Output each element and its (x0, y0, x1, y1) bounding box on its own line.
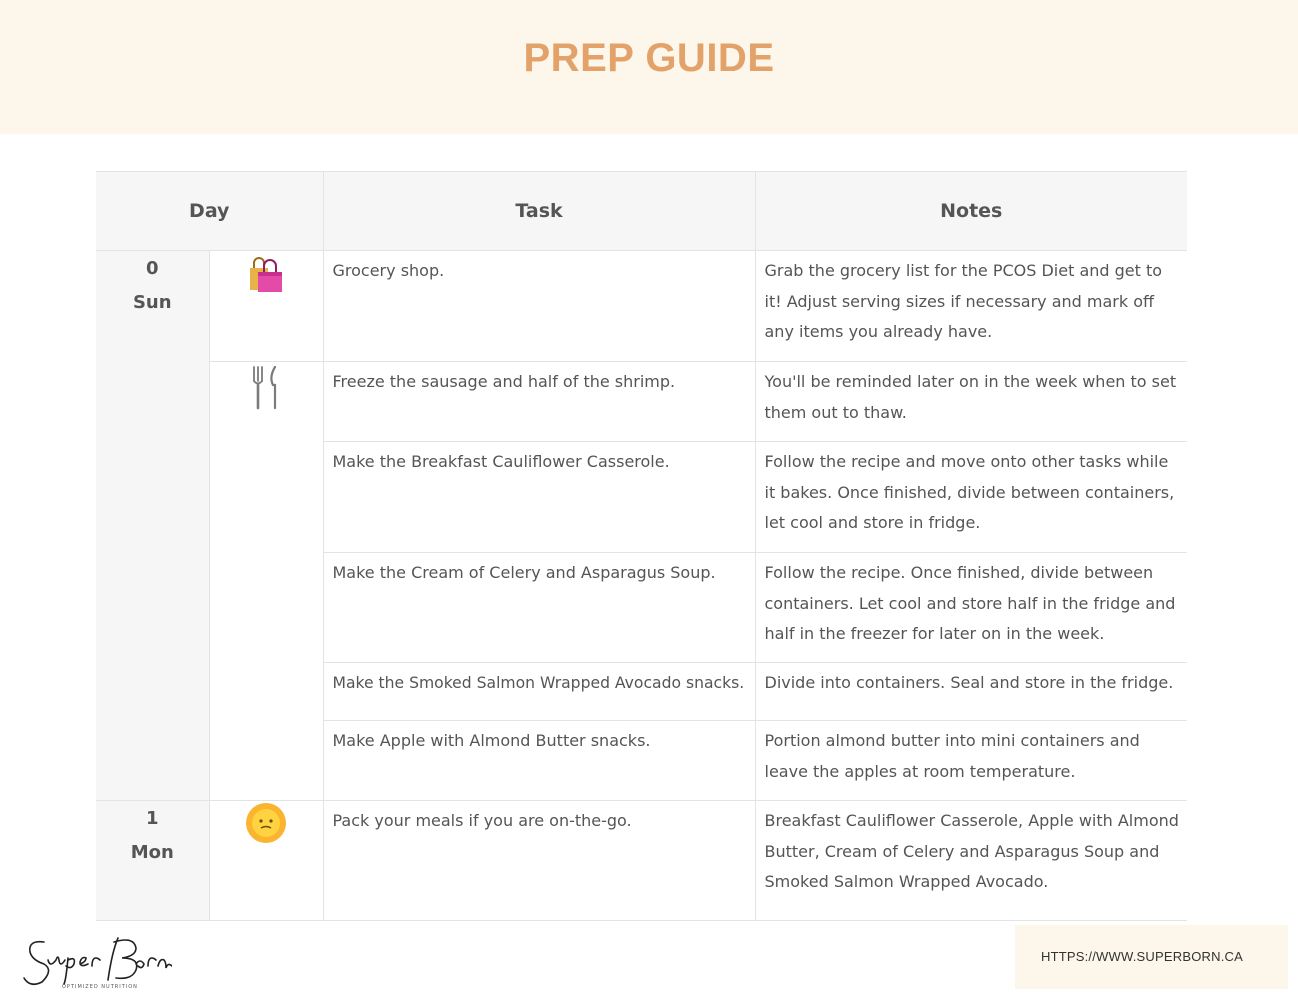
notes-cell: Follow the recipe. Once finished, divide between containers. Let cool and store half in the fridge and half in the freezer for later on in the week. (755, 553, 1187, 663)
fork-and-knife-icon (249, 363, 283, 411)
day-cell-sun (96, 251, 209, 801)
day-cell-mon (96, 801, 209, 921)
task-cell: Make the Cream of Celery and Asparagus Soup. (323, 553, 755, 663)
task-cell: Make the Breakfast Cauliflower Casserole. (323, 442, 755, 553)
shopping-bags-icon (244, 252, 288, 296)
notes-cell: Breakfast Cauliflower Casserole, Apple with Almond Butter, Cream of Celery and Asparagus Soup and Smoked Salmon Wrapped Avocado. (755, 801, 1187, 921)
notes-cell: Follow the recipe and move onto other tasks while it bakes. Once finished, divide between containers, let cool and store in fridge. (755, 442, 1187, 553)
table-header-row (96, 172, 1187, 251)
column-header-day: Day (96, 172, 323, 251)
icon-cell (209, 251, 323, 362)
superborn-logo (22, 930, 172, 990)
day-name: Sun (132, 292, 172, 313)
notes-cell: Portion almond butter into mini containers and leave the apples at room temperature. (755, 721, 1187, 801)
website-url[interactable]: HTTPS://WWW.SUPERBORN.CA (1041, 949, 1243, 964)
icon-cell (209, 362, 323, 801)
day-name: Mon (130, 842, 174, 863)
notes-cell: Divide into containers. Seal and store in the fridge. (755, 663, 1187, 721)
logo-tagline: OPTIMIZED NUTRITION (62, 984, 138, 990)
task-cell: Make Apple with Almond Butter snacks. (323, 721, 755, 801)
icon-cell (209, 801, 323, 921)
task-cell: Pack your meals if you are on-the-go. (323, 801, 755, 921)
task-cell: Freeze the sausage and half of the shrimp. (323, 362, 755, 442)
table-row (96, 362, 1187, 442)
table-row (96, 251, 1187, 362)
superborn-logo-mark (22, 930, 172, 990)
column-header-notes: Notes (755, 172, 1187, 251)
notes-cell: Grab the grocery list for the PCOS Diet and get to it! Adjust serving sizes if necessary and mark off any items you already have. (755, 251, 1187, 362)
task-cell: Make the Smoked Salmon Wrapped Avocado snacks. (323, 663, 755, 721)
task-cell: Grocery shop. (323, 251, 755, 362)
prep-guide-table (96, 171, 1187, 921)
column-header-task: Task (323, 172, 755, 251)
notes-cell: You'll be reminded later on in the week when to set them out to thaw. (755, 362, 1187, 442)
day-number: 1 (145, 808, 159, 829)
table-row (96, 801, 1187, 921)
page-title: PREP GUIDE (523, 36, 775, 80)
day-number: 0 (145, 258, 159, 279)
sun-icon (245, 802, 287, 844)
